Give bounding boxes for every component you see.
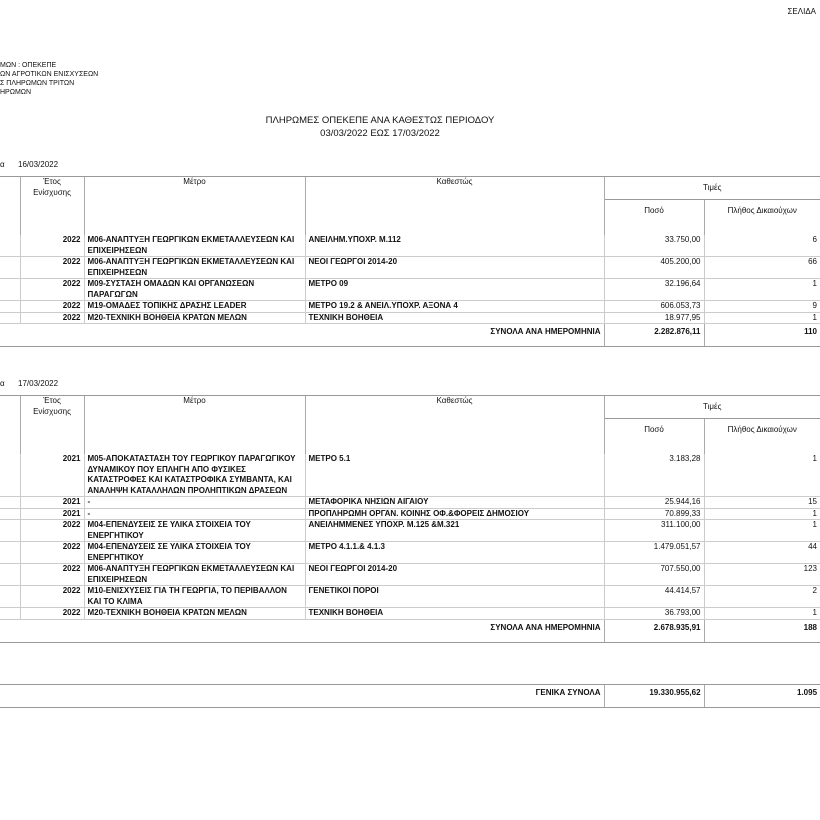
table-row xyxy=(0,235,820,257)
header-amount: Ποσό xyxy=(604,419,704,455)
row-amount: 606.053,73 xyxy=(604,301,704,313)
table-row xyxy=(0,508,820,520)
row-count: 66 xyxy=(704,257,820,279)
row-amount: 1.479.051,57 xyxy=(604,542,704,564)
payments-table-section-1 xyxy=(0,176,820,347)
report-title: ΠΛΗΡΩΜΕΣ ΟΠΕΚΕΠΕ ΑΝΑ ΚΑΘΕΣΤΩΣ ΠΕΡΙΟΔΟΥ xyxy=(265,115,495,126)
row-count: 123 xyxy=(704,564,820,586)
report-period: 03/03/2022 ΕΩΣ 17/03/2022 xyxy=(320,128,440,139)
row-measure: - xyxy=(84,508,305,520)
section-date: 17/03/2022 xyxy=(18,379,59,388)
row-count: 1 xyxy=(704,312,820,324)
row-status: ΜΕΤΡΟ 4.1.1.& 4.1.3 xyxy=(305,542,604,564)
row-status: ΓΕΝΕΤΙΚΟΙ ΠΟΡΟΙ xyxy=(305,586,604,608)
row-year: 2022 xyxy=(20,279,84,301)
row-measure: M06-ΑΝΑΠΤΥΞΗ ΓΕΩΡΓΙΚΩΝ ΕΚΜΕΤΑΛΛΕΥΣΕΩΝ ΚΑΙ ΕΠΙΧΕΙΡΗΣΕΩΝ xyxy=(84,564,305,586)
header-status: Καθεστώς xyxy=(305,177,604,236)
row-status: ΜΕΤΡΟ 5.1 xyxy=(305,454,604,497)
row-count: 1 xyxy=(704,608,820,620)
row-year: 2022 xyxy=(20,542,84,564)
table-row xyxy=(0,586,820,608)
row-amount: 311.100,00 xyxy=(604,520,704,542)
date-totals-label: ΣΥΝΟΛΑ ΑΝΑ ΗΜΕΡΟΜΗΝΙΑ xyxy=(0,324,604,347)
row-measure: M04-ΕΠΕΝΔΥΣΕΙΣ ΣΕ ΥΛΙΚΑ ΣΤΟΙΧΕΙΑ ΤΟΥ ΕΝΕΡΓΗΤΙΚΟΥ xyxy=(84,520,305,542)
row-measure: M06-ΑΝΑΠΤΥΞΗ ΓΕΩΡΓΙΚΩΝ ΕΚΜΕΤΑΛΛΕΥΣΕΩΝ ΚΑΙ ΕΠΙΧΕΙΡΗΣΕΩΝ xyxy=(84,257,305,279)
row-year: 2021 xyxy=(20,508,84,520)
row-amount: 3.183,28 xyxy=(604,454,704,497)
row-measure: M06-ΑΝΑΠΤΥΞΗ ΓΕΩΡΓΙΚΩΝ ΕΚΜΕΤΑΛΛΕΥΣΕΩΝ ΚΑΙ ΕΠΙΧΕΙΡΗΣΕΩΝ xyxy=(84,235,305,257)
date-prefix: α xyxy=(0,379,5,388)
date-totals-amount: 2.282.876,11 xyxy=(604,324,704,347)
row-amount: 44.414,57 xyxy=(604,586,704,608)
org-line: ΗΡΩΜΩΝ xyxy=(0,89,32,96)
row-count: 1 xyxy=(704,520,820,542)
date-totals-count: 188 xyxy=(704,619,820,642)
row-status: ΤΕΧΝΙΚΗ ΒΟΗΘΕΙΑ xyxy=(305,312,604,324)
row-count: 1 xyxy=(704,279,820,301)
date-totals-amount: 2.678.935,91 xyxy=(604,619,704,642)
table-row xyxy=(0,564,820,586)
row-count: 1 xyxy=(704,454,820,497)
row-status: ΜΕΤΑΦΟΡΙΚΑ ΝΗΣΙΩΝ ΑΙΓΑΙΟΥ xyxy=(305,497,604,509)
section-date-label xyxy=(0,160,58,169)
date-totals-count: 110 xyxy=(704,324,820,347)
row-count: 9 xyxy=(704,301,820,313)
row-count: 15 xyxy=(704,497,820,509)
report-title-block xyxy=(200,114,560,140)
header-values: Τιμές xyxy=(604,396,820,419)
row-measure: M04-ΕΠΕΝΔΥΣΕΙΣ ΣΕ ΥΛΙΚΑ ΣΤΟΙΧΕΙΑ ΤΟΥ ΕΝΕΡΓΗΤΙΚΟΥ xyxy=(84,542,305,564)
payments-table-section-2 xyxy=(0,395,820,643)
organization-header xyxy=(0,61,98,97)
row-measure: M09-ΣΥΣΤΑΣΗ ΟΜΑΔΩΝ ΚΑΙ ΟΡΓΑΝΩΣΕΩΝ ΠΑΡΑΓΩΓΩΝ xyxy=(84,279,305,301)
org-line: Σ ΠΛΗΡΩΜΩΝ ΤΡΙΤΩΝ xyxy=(0,80,75,87)
table-row xyxy=(0,279,820,301)
row-year: 2022 xyxy=(20,608,84,620)
row-status: ΝΕΟΙ ΓΕΩΡΓΟΙ 2014-20 xyxy=(305,564,604,586)
header-count: Πλήθος Δικαιούχων xyxy=(704,200,820,236)
header-measure: Μέτρο xyxy=(84,396,305,455)
date-prefix: α xyxy=(0,160,5,169)
row-amount: 405.200,00 xyxy=(604,257,704,279)
table-row xyxy=(0,257,820,279)
row-year: 2022 xyxy=(20,301,84,313)
row-amount: 33.750,00 xyxy=(604,235,704,257)
org-line: ΩΝ ΑΓΡΟΤΙΚΩΝ ΕΝΙΣΧΥΣΕΩΝ xyxy=(0,71,99,78)
header-measure: Μέτρο xyxy=(84,177,305,236)
row-count: 1 xyxy=(704,508,820,520)
header-year: Έτος Ενίσχυσης xyxy=(20,177,84,236)
row-year: 2022 xyxy=(20,257,84,279)
table-row xyxy=(0,542,820,564)
row-amount: 32.196,64 xyxy=(604,279,704,301)
grand-totals-label: ΓΕΝΙΚΑ ΣΥΝΟΛΑ xyxy=(0,685,604,708)
date-totals-row xyxy=(0,619,820,642)
table-header xyxy=(0,396,820,419)
row-amount: 25.944,16 xyxy=(604,497,704,509)
grand-totals-amount: 19.330.955,62 xyxy=(604,685,704,708)
row-status: ΜΕΤΡΟ 19.2 & ΑΝΕΙΛ.ΥΠΟΧΡ. ΑΞΟΝΑ 4 xyxy=(305,301,604,313)
table-header xyxy=(0,177,820,200)
row-count: 44 xyxy=(704,542,820,564)
row-count: 2 xyxy=(704,586,820,608)
row-status: ΜΕΤΡΟ 09 xyxy=(305,279,604,301)
row-amount: 36.793,00 xyxy=(604,608,704,620)
row-year: 2021 xyxy=(20,454,84,497)
row-measure: M05-ΑΠΟΚΑΤΑΣΤΑΣΗ ΤΟΥ ΓΕΩΡΓΙΚΟΥ ΠΑΡΑΓΩΓΙΚΟΥ ΔΥΝΑΜΙΚΟΥ ΠΟΥ ΕΠΛΗΓΗ ΑΠΟ ΦΥΣΙΚΕΣ ΚΑΤΑΣΤΡΟΦΕΣ ΚΑΙ ΚΑΤΑΣΤΡΟΦΙΚΑ ΣΥΜΒΑΝΤΑ, ΚΑΙ ΑΝΑΛΗΨΗ ΚΑΤΑΛΛΗΛΩΝ ΠΡΟΛΗΠΤΙΚΩΝ ΔΡΑΣΕΩΝ xyxy=(84,454,305,497)
header-year: Έτος Ενίσχυσης xyxy=(20,396,84,455)
row-measure: M20-ΤΕΧΝΙΚΗ ΒΟΗΘΕΙΑ ΚΡΑΤΩΝ ΜΕΛΩΝ xyxy=(84,312,305,324)
row-year: 2022 xyxy=(20,586,84,608)
row-status: ΑΝΕΙΛΗΜΜΕΝΕΣ ΥΠΟΧΡ. Μ.125 &Μ.321 xyxy=(305,520,604,542)
table-row xyxy=(0,454,820,497)
row-amount: 18.977,95 xyxy=(604,312,704,324)
table-row xyxy=(0,301,820,313)
page-label: ΣΕΛΙΔΑ xyxy=(787,7,816,16)
row-count: 6 xyxy=(704,235,820,257)
row-year: 2022 xyxy=(20,564,84,586)
row-status: ΑΝΕΙΛΗΜ.ΥΠΟΧΡ. Μ.112 xyxy=(305,235,604,257)
grand-totals-table xyxy=(0,684,820,708)
table-row xyxy=(0,312,820,324)
header-values: Τιμές xyxy=(604,177,820,200)
section-date: 16/03/2022 xyxy=(18,160,59,169)
row-status: ΠΡΟΠΛΗΡΩΜΗ ΟΡΓΑΝ. ΚΟΙΝΗΣ ΟΦ.&ΦΟΡΕΙΣ ΔΗΜΟΣΙΟΥ xyxy=(305,508,604,520)
row-year: 2022 xyxy=(20,520,84,542)
table-row xyxy=(0,497,820,509)
header-amount: Ποσό xyxy=(604,200,704,236)
date-totals-row xyxy=(0,324,820,347)
grand-totals-row xyxy=(0,685,820,708)
row-amount: 707.550,00 xyxy=(604,564,704,586)
header-count: Πλήθος Δικαιούχων xyxy=(704,419,820,455)
row-status: ΤΕΧΝΙΚΗ ΒΟΗΘΕΙΑ xyxy=(305,608,604,620)
row-amount: 70.899,33 xyxy=(604,508,704,520)
row-measure: - xyxy=(84,497,305,509)
table-row xyxy=(0,520,820,542)
row-year: 2022 xyxy=(20,312,84,324)
row-year: 2022 xyxy=(20,235,84,257)
row-measure: M19-ΟΜΑΔΕΣ ΤΟΠΙΚΗΣ ΔΡΑΣΗΣ LEADER xyxy=(84,301,305,313)
section-date-label xyxy=(0,379,58,388)
org-line: ΜΩΝ : ΟΠΕΚΕΠΕ xyxy=(0,62,57,69)
row-measure: M10-ΕΝΙΣΧΥΣΕΙΣ ΓΙΑ ΤΗ ΓΕΩΡΓΙΑ, ΤΟ ΠΕΡΙΒΑΛΛΟΝ ΚΑΙ ΤΟ ΚΛΙΜΑ xyxy=(84,586,305,608)
date-totals-label: ΣΥΝΟΛΑ ΑΝΑ ΗΜΕΡΟΜΗΝΙΑ xyxy=(0,619,604,642)
grand-totals-count: 1.095 xyxy=(704,685,820,708)
row-measure: M20-ΤΕΧΝΙΚΗ ΒΟΗΘΕΙΑ ΚΡΑΤΩΝ ΜΕΛΩΝ xyxy=(84,608,305,620)
row-year: 2021 xyxy=(20,497,84,509)
header-status: Καθεστώς xyxy=(305,396,604,455)
table-row xyxy=(0,608,820,620)
row-status: ΝΕΟΙ ΓΕΩΡΓΟΙ 2014-20 xyxy=(305,257,604,279)
